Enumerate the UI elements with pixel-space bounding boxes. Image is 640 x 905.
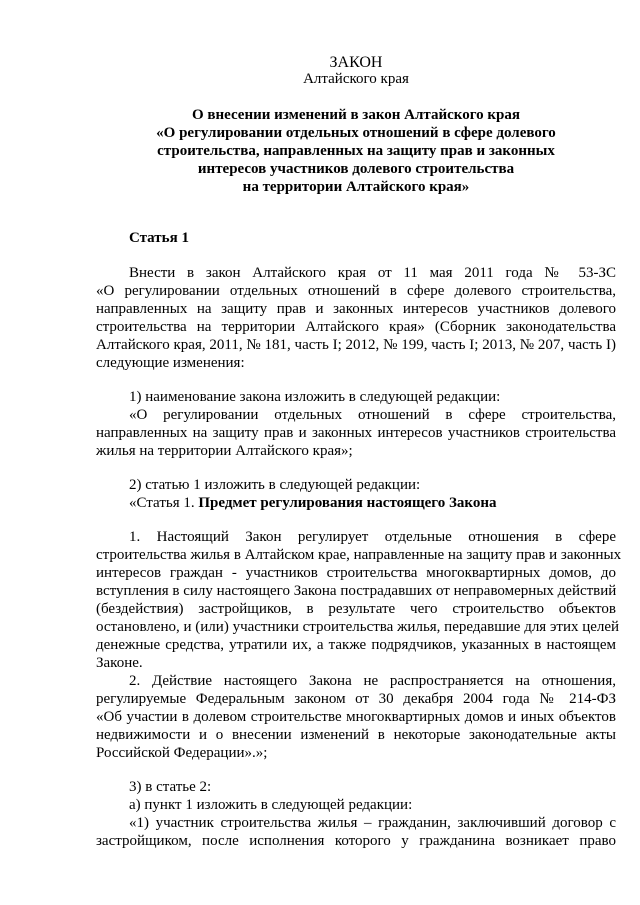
item1-line: «О регулировании отдельных отношений в сфере строительства, [129,407,616,423]
law-title-line: строительства, направленных на защиту прав и законных [157,143,555,159]
para1-line: интересов граждан - участников строительства многоквартирных домов, до [96,565,616,581]
intro-line: следующие изменения: [96,355,245,371]
article-heading: Статья 1 [129,230,189,246]
para1-line: Законе. [96,655,143,671]
para2-line: 2. Действие настоящего Закона не распространяется на отношения, [129,673,616,689]
intro-line: Алтайского края, 2011, № 181, часть I; 2012, № 199, часть I; 2013, № 207, часть I) [96,337,616,353]
law-title-line: О внесении изменений в закон Алтайского края [191,107,521,123]
para1-line: остановлено, и (или) участники строительства жилья, передавшие для этих целей [96,619,620,635]
para1-line: вступления в силу настоящего Закона пострадавших от неправомерных действий [96,583,617,599]
para2-line: регулируемые Федеральным законом от 30 декабря 2004 года № 214-ФЗ [96,691,616,707]
item3-line: а) пункт 1 изложить в следующей редакции: [129,797,413,813]
item2-intro: 2) статью 1 изложить в следующей редакции: [129,477,421,493]
intro-line: Внести в закон Алтайского края от 11 мая 2011 года № 53-ЗС [129,265,616,281]
item1-line: жилья на территории Алтайского края»; [96,443,353,459]
intro-line: направленных на защиту прав и законных интересов участников долевого [96,301,616,317]
law-title-line: на территории Алтайского края» [242,179,470,195]
para2-line: «Об участии в долевом строительстве многоквартирных домов и иных объектов [96,709,616,725]
item3-line: «1) участник строительства жилья – гражданин, заключивший договор с [129,815,616,831]
para1-line: (бездействия) застройщиков, в результате чего строительство объектов [96,601,616,617]
item2-article-heading [96,494,616,512]
law-title-line: интересов участников долевого строительства [197,161,515,177]
item2-article-prefix: «Статья 1. [129,495,199,511]
item3-line: застройщиком, после исполнения которого у гражданина возникает право [96,833,616,849]
law-title-line: «О регулировании отдельных отношений в сфере долевого [156,125,556,141]
item2-article-title: Предмет регулирования настоящего Закона [198,495,497,511]
intro-line: строительства на территории Алтайского края» (Сборник законодательства [96,319,616,335]
doc-type-heading: ЗАКОН [329,54,383,71]
para1-line: строительства жилья в Алтайском крае, направленные на защиту прав и законных [96,547,622,563]
para1-line: 1. Настоящий Закон регулирует отдельные отношения в сфере [129,529,616,545]
item3-line: 3) в статье 2: [129,779,212,795]
intro-line: «О регулировании отдельных отношений в сфере долевого строительства, [96,283,616,299]
region-heading: Алтайского края [303,71,409,87]
para2-line: недвижимости и о внесении изменений в некоторые законодательные акты [96,727,616,743]
item1-line: 1) наименование закона изложить в следующей редакции: [129,389,501,405]
item1-line: направленных на защиту прав и законных интересов участников строительства [96,425,616,441]
para1-line: денежные средства, утратили их, а также подрядчиков, указанных в настоящем [96,637,616,653]
para2-line: Российской Федерации».»; [96,745,268,761]
